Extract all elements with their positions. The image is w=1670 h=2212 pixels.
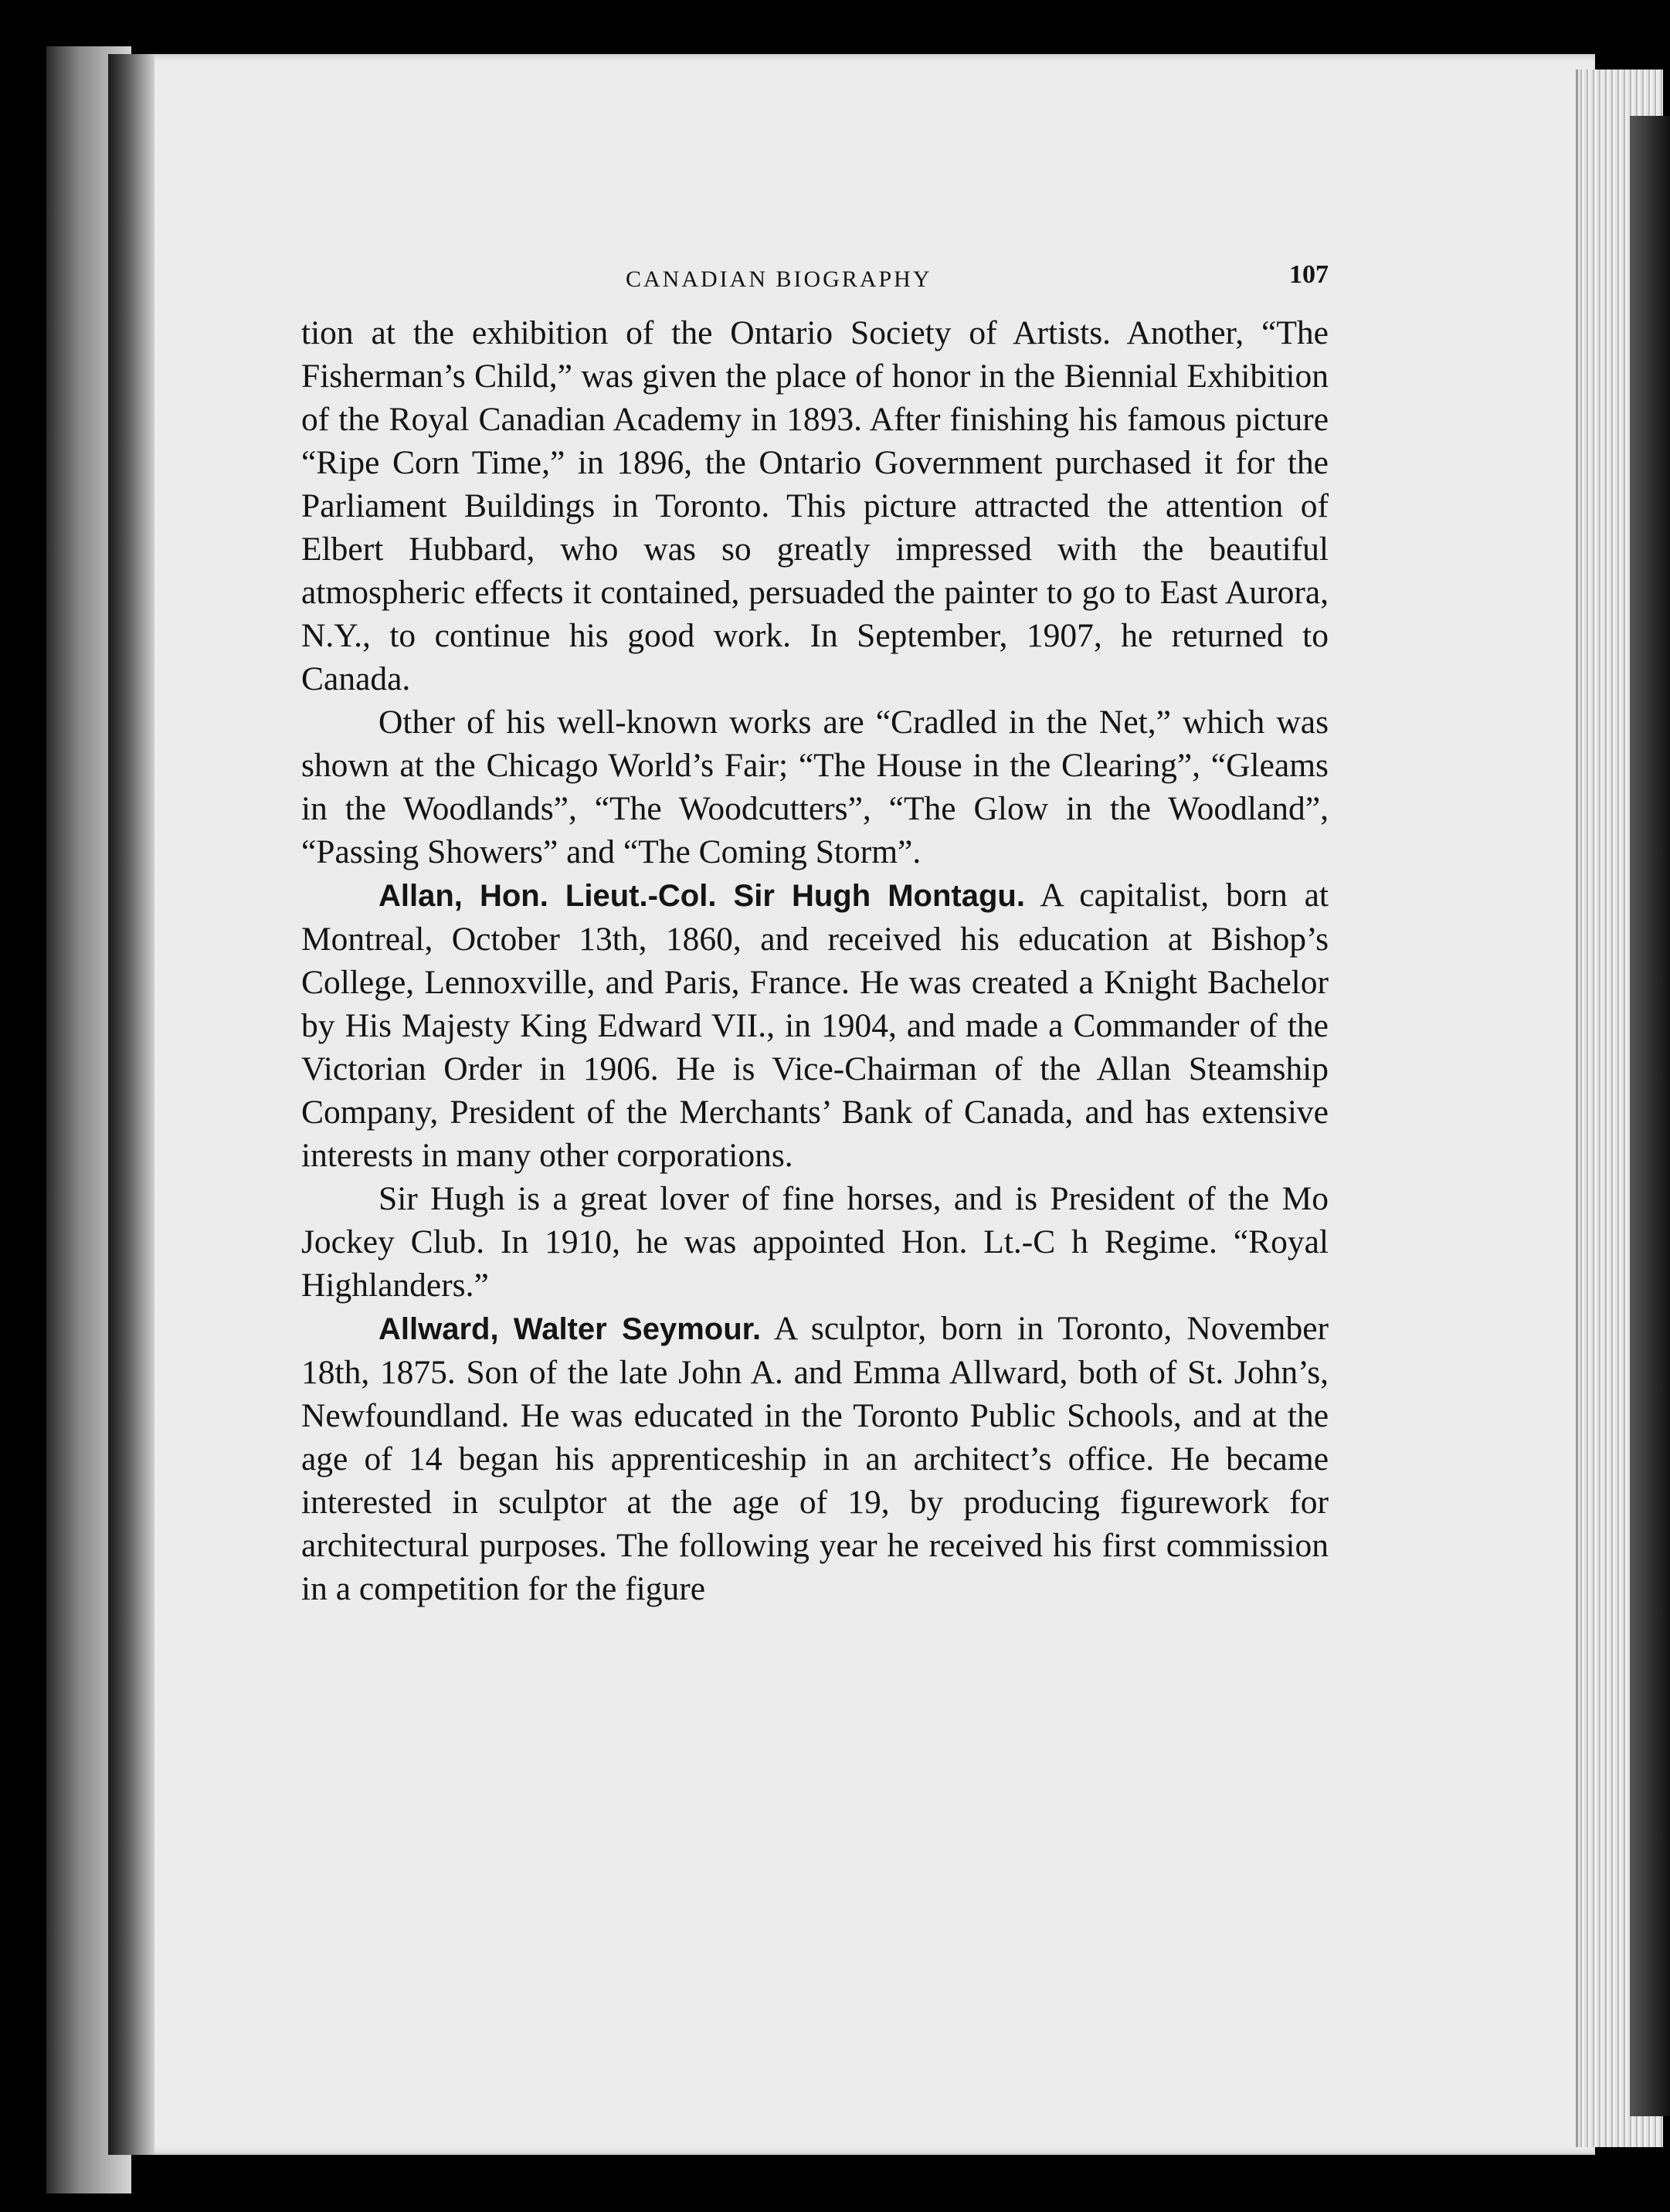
book-gutter [108,54,154,2155]
paragraph-2: Other of his well-known works are “Cradled in the Net,” which was shown at the Chicago World’s Fair; “The House in the Clearing”, “Gleams in the Woodlands”, “The Woodcutters”, “The Glow in the Woodland”, “Passing Showers” and “The Coming Storm”. [301,704,1329,870]
running-head [301,259,1329,305]
entry-heading: Allan, Hon. Lieut.-Col. Sir Hugh Montagu. [378,879,1025,913]
entry-allan [301,874,1329,1177]
entry-body: A sculptor, born in Toronto, November 18th, 1875. Son of the late John A. and Emma Allward, both of St. John’s, Newfoundland. He was educated in the Toronto Public Schools, and at the age of 14 began his apprenticeship in an architect’s office. He became interested in sculptor at the age of 19, by producing figurework for architectural purposes. The following year he received his first commission in a competition for the figure [301,1310,1329,1607]
running-head-title: CANADIAN BIOGRAPHY [626,266,932,292]
entry-body: A capitalist, born at Montreal, October 13th, 1860, and received his education at Bishop’s College, Lennoxville, and Paris, France. He was created a Knight Bachelor by His Majesty King Edward VII., in 1904, and made a Commander of the Victorian Order in 1906. He is Vice-Chairman of the Allan Steamship Company, President of the Merchants’ Bank of Canada, and has extensive interests in many other corporations. [301,877,1329,1174]
paragraph-4: Sir Hugh is a great lover of fine horses, and is President of the Mo Jockey Club. In 1910, he was appointed Hon. Lt.-C h Regime. “Royal Highlanders.” [301,1180,1329,1304]
paragraph-1: tion at the exhibition of the Ontario Society of Artists. Another, “The Fisherman’s Child,” was given the place of honor in the Biennial Exhibition of the Royal Canadian Academy in 1893. After finishing his famous picture “Ripe Corn Time,” in 1896, the Ontario Government purchased it for the Parliament Buildings in Toronto. This picture attracted the attention of Elbert Hubbard, who was so greatly impressed with the beautiful atmospheric effects it contained, persuaded the painter to go to East Aurora, N.Y., to continue his good work. In September, 1907, he returned to Canada. [301,314,1329,697]
entry-heading: Allward, Walter Seymour. [378,1312,762,1346]
book-cover-edge [1630,116,1670,2116]
page-text [301,259,1329,1610]
entry-allward [301,1307,1329,1610]
page-number: 107 [1289,260,1329,289]
